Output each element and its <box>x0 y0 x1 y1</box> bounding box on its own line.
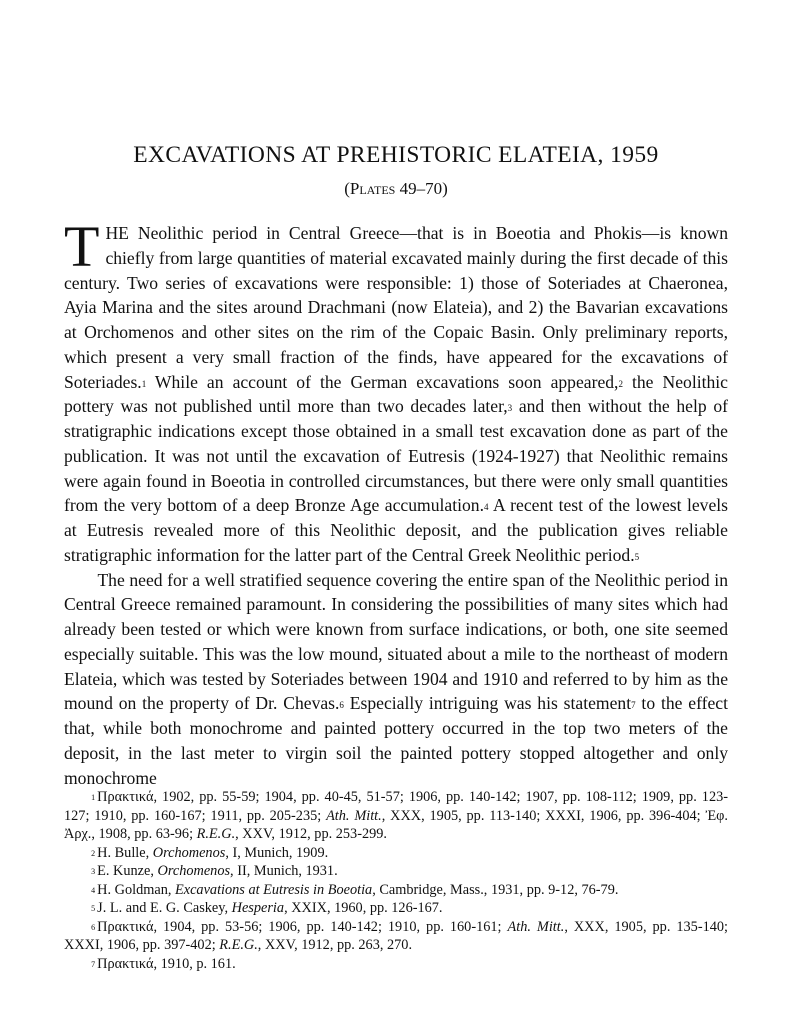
footnote-5 <box>64 899 728 918</box>
footnote-number: 1 <box>91 793 96 802</box>
footnote-ref[interactable]: 3 <box>507 403 513 414</box>
footnote-text: , XXV, 1912, pp. 253-299. <box>235 826 387 842</box>
journal-title: Ath. Mitt. <box>326 807 382 824</box>
journal-title: R.E.G. <box>196 826 236 842</box>
drop-cap: T <box>64 214 100 279</box>
footnote-number: 3 <box>91 867 96 876</box>
journal-title: R.E.G. <box>219 937 258 953</box>
journal-title: Hesperia <box>231 900 285 916</box>
text-run: to the effect that, while both monochrome and painted pottery occurred in the top two meters of the deposit, in the last meter to virgin soil the painted pottery stopped altogether and only monochrome <box>64 693 728 788</box>
footnote-ref[interactable]: 5 <box>634 551 640 562</box>
footnote-ref[interactable]: 2 <box>618 378 623 389</box>
book-title: Orchomenos <box>152 844 226 861</box>
footnote-ref[interactable]: 7 <box>631 700 636 711</box>
footnote-2 <box>64 844 728 863</box>
footnote-number: 6 <box>91 922 96 932</box>
plates-reference: (Plates 49–70) <box>344 179 448 198</box>
footnote-text: , XXX, 1905, pp. 113-140; XXXI, 1906, pp. 396-404; Ἐφ. Ἀρχ., 1908, pp. 63-96; <box>64 807 728 842</box>
footnote-text: Πρακτικά, 1902, pp. 55-59; 1904, pp. 40-45, 51-57; 1906, pp. 140-142; 1907, pp. 108-112; 1909, pp. 123-127; 1910, pp. 160-167; 1911, pp. 205-235; <box>64 789 728 824</box>
footnote-text: , Cambridge, Mass., 1931, pp. 9-12, 76-79. <box>372 881 619 898</box>
footnote-text: , II, Munich, 1931. <box>230 863 338 879</box>
text-run: HE Neolithic period in Central Greece—that is in Boeotia and Phokis—is known chiefly from large quantities of material excavated mainly during the first decade of this century. Two series of excavations were responsible: 1) those of Soteriades at Chaeronea, Ayia Marina and the sites around Drachmani (now Elateia), and 2) the Bavarian excavations at Orchomenos and other sites on the rim of the Copaic Basin. Only preliminary reports, which present a very small fraction of the finds, have appeared for the excavations of Soteriades. <box>64 223 728 392</box>
footnote-number: 4 <box>91 885 96 895</box>
footnote-text: J. L. and E. G. Caskey, <box>97 900 232 916</box>
footnote-text: H. Bulle, <box>97 844 153 861</box>
text-run: Especially intriguing was his statement <box>343 693 632 714</box>
footnote-text: , XXX, 1905, pp. 135-140; XXXI, 1906, pp. 397-402; <box>64 918 728 953</box>
footnote-7 <box>64 955 728 974</box>
text-run: The need for a well stratified sequence covering the entire span of the Neolithic period in Central Greece remained paramount. In considering the possibilities of many sites which had already been tested or which were known from surface indications, or both, one site seemed especially suitable. This was the low mound, situated about a mile to the northeast of modern Elateia, which was tested by Soteriades between 1904 and 1910 and referred to by him as the mound on the property of Dr. Chevas. <box>64 569 728 714</box>
book-title: Excavations at Eutresis in Boeotia <box>175 881 373 898</box>
footnote-text: Πρακτικά, 1904, pp. 53-56; 1906, pp. 140-142; 1910, pp. 160-161; <box>97 918 508 935</box>
book-title: Orchomenos <box>157 863 231 879</box>
footnotes <box>64 788 728 973</box>
text-run: While an account of the German excavations soon appeared, <box>146 371 619 392</box>
text-run: and then without the help of stratigraphic indications except those obtained in a small test excavation done as part of the publication. It was not until the excavation of Eutresis (1924-1927) that Neolithic remains were again found in Boeotia in controlled circumstances, but there were only small quantities from the very bottom of a deep Bronze Age accumulation. <box>64 396 728 516</box>
footnote-text: H. Goldman, <box>97 881 175 898</box>
footnote-6 <box>64 918 728 955</box>
footnote-text: Πρακτικά, 1910, p. 161. <box>97 955 236 972</box>
journal-title: Ath. Mitt. <box>507 918 565 935</box>
paragraph-2 <box>64 568 728 791</box>
footnote-text: E. Kunze, <box>97 863 158 879</box>
footnote-text: , XXIX, 1960, pp. 126-167. <box>284 900 443 916</box>
text-run: the Neolithic pottery was not published until more than two decades later, <box>64 371 728 417</box>
footnote-ref[interactable]: 6 <box>339 700 344 711</box>
footnote-number: 7 <box>91 959 96 969</box>
paragraph-1 <box>64 214 728 568</box>
article-title: EXCAVATIONS AT PREHISTORIC ELATEIA, 1959 <box>133 142 659 168</box>
footnote-text: , XXV, 1912, pp. 263, 270. <box>257 937 413 953</box>
footnote-3 <box>64 862 728 881</box>
footnote-number: 2 <box>91 848 96 858</box>
footnote-number: 5 <box>91 904 96 913</box>
footnote-1 <box>64 788 728 844</box>
footnote-ref[interactable]: 1 <box>141 378 147 389</box>
text-run: A recent test of the lowest levels at Eutresis revealed more of this Neolithic deposit, and the publication gives reliable stratigraphic information for the latter part of the Central Greek Neolithic period. <box>64 495 728 565</box>
footnote-4 <box>64 881 728 900</box>
footnote-text: , I, Munich, 1909. <box>225 844 329 861</box>
footnote-ref[interactable]: 4 <box>483 502 489 513</box>
article-body <box>64 214 728 790</box>
